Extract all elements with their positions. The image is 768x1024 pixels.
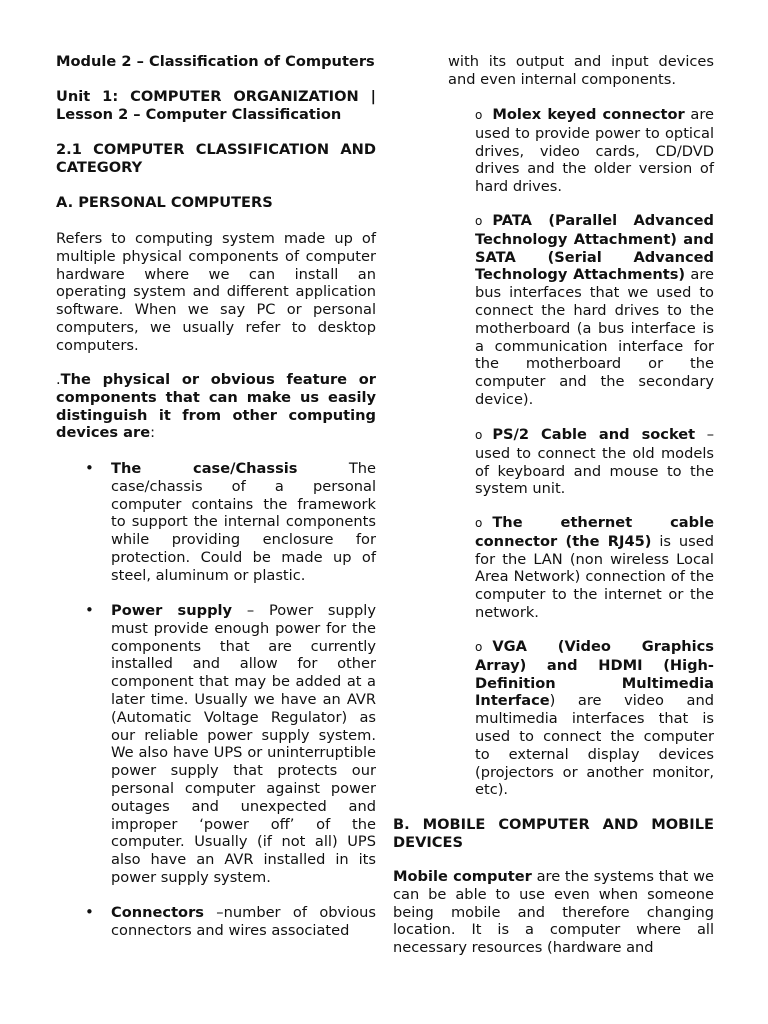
bullet-icon: • — [85, 459, 94, 477]
sub-item-description: are used to provide power to optical drives, video cards, CD/DVD drives and the older version of hard drives. — [475, 106, 714, 196]
sub-item-term: The ethernet cable connector (the RJ45) — [475, 514, 714, 550]
sub-item-ethernet — [475, 514, 714, 622]
sub-item-description: – used to connect the old models of keyboard and mouse to the system unit. — [475, 426, 715, 498]
section-title: 2.1 COMPUTER CLASSIFICATION AND CATEGORY — [56, 141, 376, 176]
subsection-a-heading: A. PERSONAL COMPUTERS — [56, 194, 273, 211]
subsection-b-heading: B. MOBILE COMPUTER AND MOBILE DEVICES — [393, 816, 714, 851]
features-colon: : — [150, 424, 156, 442]
sub-item-term: Molex keyed connector — [492, 106, 685, 123]
sub-item-description: are bus interfaces that we used to connect the hard drives to the motherboard (a bus interface is a communication interface for the motherboard or the computer and the secondary device). — [475, 266, 714, 408]
bullet-description: – Power supply must provide enough power for the components that are currently installed and allow for other component that may be added at a later time. Usually we have an AVR (Automatic Voltage Regulator) as our reliable power supply system. We also have UPS or uninterruptible power supply that protects our personal computer against power outages and unexpected and improper ‘power off’ of the computer. Usually (if not all) UPS also have an AVR installed in its power supply system. — [111, 602, 376, 886]
sub-item-description: is used for the LAN (non wireless Local Area Network) connection of the computer to the internet or the network. — [475, 532, 714, 621]
bullet-description: The case/chassis of a personal computer contains the framework to support the internal components while providing enclosure for protection. Could be made up of steel, aluminum or plastic. — [111, 460, 376, 584]
module-title: Module 2 – Classification of Computers — [56, 53, 375, 70]
bullet-item-power-supply — [56, 602, 376, 887]
bullet-text — [111, 602, 376, 887]
sub-item-pata-sata — [475, 212, 714, 409]
bullet-icon: • — [85, 903, 94, 921]
bullet-item-case — [56, 460, 376, 585]
unit-title: Unit 1: COMPUTER ORGANIZATION | Lesson 2 – Computer Classification — [56, 88, 376, 123]
bullet-description: –number of obvious connectors and wires associated — [111, 904, 376, 939]
features-heading-text: The physical or obvious feature or components that can make us easily distinguish it from other computing devices are — [56, 371, 376, 442]
sub-item-term: PATA (Parallel Advanced Technology Attachment) and SATA (Serial Advanced Technology Attachments) — [475, 212, 714, 284]
bullet-icon: • — [85, 601, 94, 619]
bullet-item-connectors — [56, 904, 376, 940]
sub-item-term: VGA (Video Graphics Array) and HDMI (High-Definition Multimedia Interface — [475, 638, 714, 710]
intro-paragraph: Refers to computing system made up of multiple physical components of computer hardware where we can install an operating system and different application software. When we say PC or personal computers, we usually refer to desktop computers. — [56, 230, 376, 354]
sub-item-vga-hdmi — [475, 638, 714, 799]
sub-item-ps2 — [475, 426, 714, 498]
sub-item-term: PS/2 Cable and socket — [492, 426, 696, 443]
mobile-term: Mobile computer — [393, 868, 532, 885]
sub-item-molex — [475, 106, 714, 196]
circle-bullet-icon: o — [475, 214, 483, 228]
mobile-computer-paragraph — [393, 868, 714, 957]
circle-bullet-icon: o — [475, 640, 483, 654]
bullet-text — [111, 904, 376, 940]
bullet-term: The case/Chassis — [111, 460, 298, 477]
features-heading — [56, 371, 376, 442]
circle-bullet-icon: o — [475, 108, 483, 122]
circle-bullet-icon: o — [475, 516, 483, 530]
features-lead-dot: . — [56, 371, 61, 388]
bullet-term: Power supply — [111, 602, 233, 619]
circle-bullet-icon: o — [475, 428, 483, 442]
connectors-continuation: with its output and input devices and even internal components. — [448, 53, 714, 88]
mobile-description: are the systems that we can be able to use even when someone being mobile and therefore changing location. It is a computer where all necessary resources (hardware and — [393, 868, 714, 957]
bullet-text — [111, 460, 376, 585]
sub-item-description: ) are video and multimedia interfaces that is used to connect the computer to external display devices (projectors or another monitor, etc). — [475, 692, 714, 799]
bullet-term: Connectors — [111, 904, 204, 921]
